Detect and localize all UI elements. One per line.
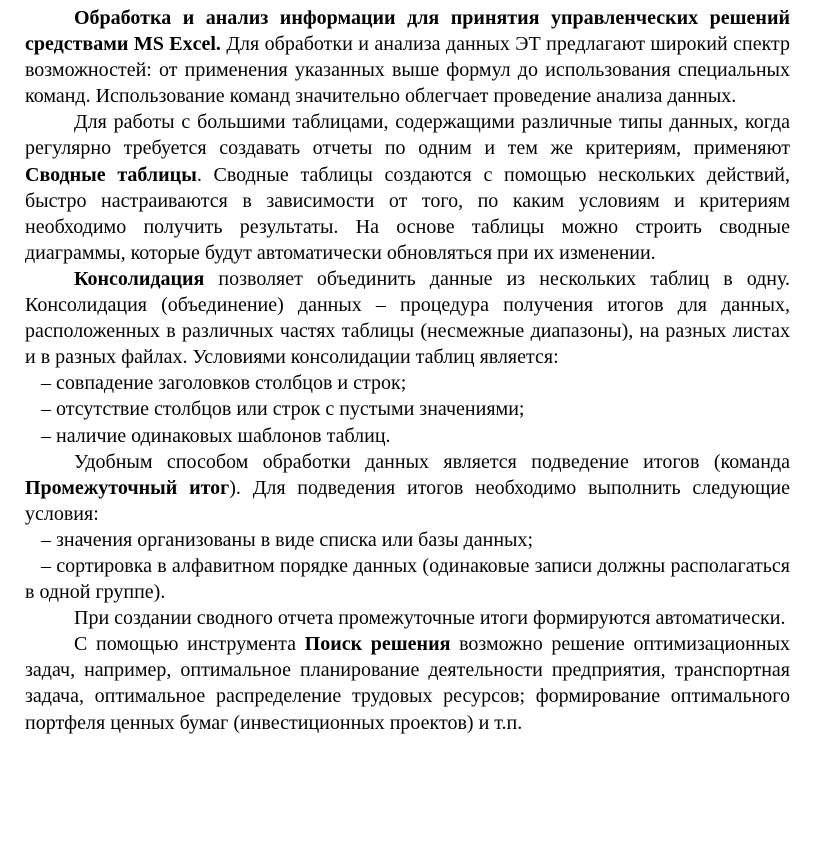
list-item: – наличие одинаковых шаблонов таблиц. (41, 424, 391, 447)
list-item: – значения организованы в виде списка или базы данных; (41, 528, 534, 551)
paragraph-pivot-tables (25, 109, 790, 266)
paragraph-text: С помощью инструмента (74, 633, 305, 656)
list-item: – сортировка в алфавитном порядке данных (одинаковые записи должны располагаться в одной группе). (25, 554, 790, 604)
bold-term-pivot-tables: Сводные таблицы (25, 163, 197, 186)
paragraph-text: позволяет объединить данные из нескольких таблиц в одну. Консолидация (объединение) данных – процедура получения итогов для данных, расположенных в различных частях таблицы (несмежные диапазоны), на разных листах и в разных файлах. Условиями консолидации таблиц является: (25, 267, 790, 369)
bold-term-solver: Поиск решения (304, 633, 451, 656)
paragraph-text: возможно решение оптимизационных задач, например, оптимальное планирование деятельности предприятия, транспортная задача, оптимальное распределение трудовых ресурсов; формирование оптимального портфеля ценных бумаг (инвестиционных проектов) и т.п. (25, 633, 791, 734)
paragraph-text: Для работы с большими таблицами, содержащими различные типы данных, когда регулярно требуется создавать отчеты по одним и тем же критериям, применяют (25, 111, 790, 160)
paragraph-text: . Сводные таблицы создаются с помощью нескольких действий, быстро настраиваются в зависимости от того, по каким условиям и критериям необходимо получить результаты. На основе таблицы можно строить сводные диаграммы, которые будут автоматически обновляться при их изменении. (25, 163, 790, 264)
paragraph-text: Удобным способом обработки данных является подведение итогов (команда (74, 450, 790, 473)
intro-heading-text: Обработка и анализ информации для принятия управленческих решений средствами MS Excel. (25, 7, 790, 56)
bold-term-subtotal: Промежуточный итог (25, 476, 230, 499)
paragraph-consolidation (25, 266, 790, 370)
bold-term-consolidation: Консолидация (74, 267, 205, 290)
paragraph-auto-subtotals: При создании сводного отчета промежуточные итоги формируются автоматически. (74, 607, 786, 630)
paragraph-text: ). Для подведения итогов необходимо выполнить следующие условия: (25, 476, 791, 525)
list-item: – совпадение заголовков столбцов и строк; (41, 372, 407, 395)
paragraph-text: Для обработки и анализа данных ЭТ предлагают широкий спектр возможностей: от применения указанных выше формул до использования специальных команд. Использование команд значительно облегчает проведение анализа данных. (25, 33, 791, 108)
paragraph-solver (25, 631, 790, 735)
paragraph-intro (25, 5, 790, 109)
list-item: – отсутствие столбцов или строк с пустыми значениями; (41, 398, 525, 421)
paragraph-subtotals (25, 449, 790, 527)
